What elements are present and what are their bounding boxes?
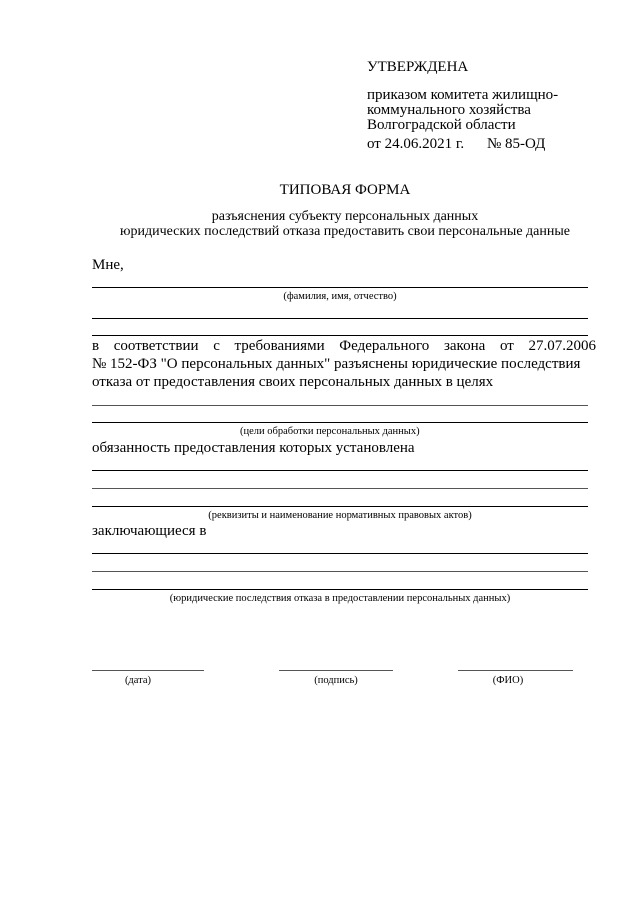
form-title: ТИПОВАЯ ФОРМА [279,182,411,198]
caption-purpose: (цели обработки персональных данных) [240,426,420,437]
blank-line [92,571,588,572]
sign-signature-line [279,670,393,671]
caption-consequences: (юридические последствия отказа в предоставлении персональных данных) [169,593,511,604]
paragraph-word: требованиями [234,338,325,354]
consequences-line [92,589,588,590]
purpose-line [92,422,588,423]
consisting-label: заключающиеся в [92,523,207,539]
paragraph-word: закона [443,338,486,354]
form-subtitle-line-1: разъяснения субъекту персональных данных [211,209,479,224]
caption-acts: (реквизиты и наименование нормативных правовых актов) [208,510,472,521]
blank-line [92,335,588,336]
paragraph-line-2: № 152-ФЗ "О персональных данных" разъяснены юридические последствия [92,356,581,372]
fio-line [92,287,588,288]
paragraph-line-1 [92,338,596,355]
blank-line [92,405,588,406]
approval-line-3: Волгоградской области [367,117,516,133]
paragraph-line-3: отказа от предоставления своих персональных данных в целях [92,374,494,390]
caption-fio: (фамилия, имя, отчество) [283,291,397,302]
blank-line [92,488,588,489]
acts-line [92,506,588,507]
blank-line [92,318,588,319]
paragraph-word: 27.07.2006 [528,338,596,354]
fio-signature-line [458,670,573,671]
sign-label: (подпись) [314,675,358,686]
blank-line [92,470,588,471]
form-subtitle-line-2: юридических последствий отказа предоставить свои персональные данные [120,224,570,239]
approval-line-1: приказом комитета жилищно- [367,87,559,103]
duty-text: обязанность предоставления которых установлена [92,440,415,456]
fio-signature-label: (ФИО) [492,675,524,686]
paragraph-word: в [92,338,100,354]
blank-line [92,553,588,554]
date-label: (дата) [124,675,152,686]
approval-title: УТВЕРЖДЕНА [367,59,469,75]
paragraph-word: Федерального [339,338,430,354]
to-me-label: Мне, [92,257,124,273]
approval-number: № 85-ОД [487,136,546,152]
paragraph-word: с [213,338,220,354]
paragraph-word: от [499,338,514,354]
approval-line-2: коммунального хозяйства [367,102,531,118]
date-signature-line [92,670,204,671]
paragraph-word: соответствии [113,338,199,354]
approval-date: от 24.06.2021 г. [367,136,465,152]
